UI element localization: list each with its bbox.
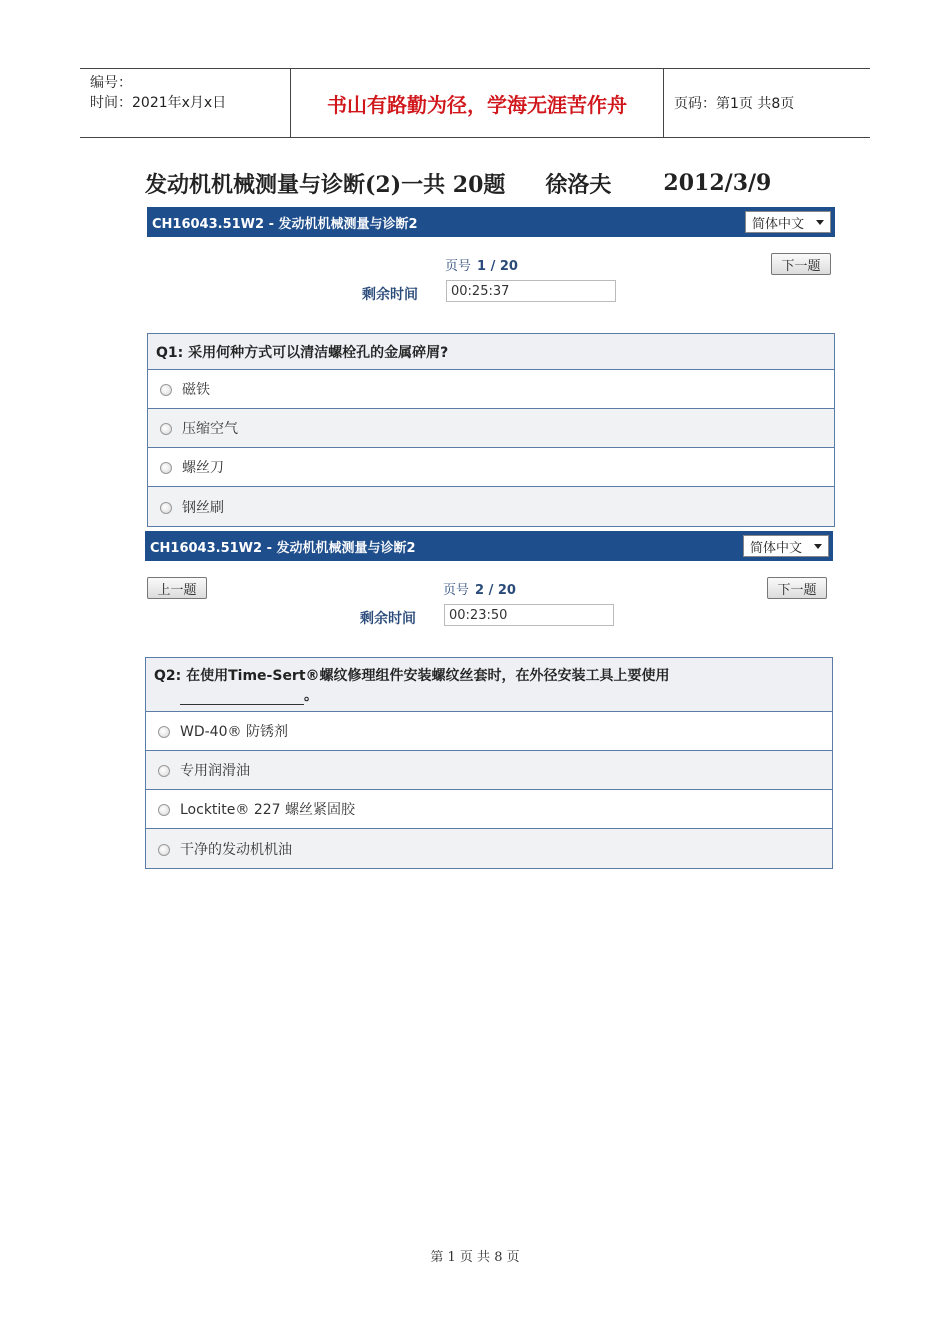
- language-select[interactable]: [743, 535, 829, 557]
- answer-option[interactable]: [146, 712, 832, 751]
- radio-button[interactable]: [160, 502, 172, 514]
- question-line-2: [154, 685, 824, 705]
- header-number: 编号：: [90, 75, 132, 91]
- option-label: 干净的发动机机油: [180, 841, 292, 858]
- question-line: Q2: 在使用Time-Sert®螺纹修理组件安装螺纹丝套时，在外径安装工具上要使用: [154, 667, 670, 684]
- quiz-nav: [145, 561, 833, 657]
- question-box: [145, 657, 833, 869]
- page-label: 页号: [445, 259, 472, 274]
- answer-option[interactable]: [146, 790, 832, 829]
- timer-field: 00:25:37: [446, 280, 616, 302]
- option-label: WD-40® 防锈剂: [180, 724, 288, 740]
- radio-button[interactable]: [160, 384, 172, 396]
- timer-field: 00:23:50: [444, 604, 614, 626]
- language-select[interactable]: [745, 211, 831, 233]
- option-label: 磁铁: [182, 382, 210, 398]
- timer-label: 剩余时间: [360, 611, 416, 627]
- radio-button[interactable]: [158, 844, 170, 856]
- quiz-panel-1: [147, 207, 835, 527]
- header-motto: 书山有路勤为径，学海无涯苦作舟: [291, 69, 664, 137]
- option-label: 螺丝刀: [182, 460, 224, 476]
- question-box: [147, 333, 835, 527]
- answer-option[interactable]: [148, 370, 834, 409]
- option-label: 压缩空气: [182, 421, 238, 437]
- header-page: 页码：第1页 共8页: [674, 96, 795, 112]
- title-subject: 发动机机械测量与诊断(2)一共 20题: [145, 171, 506, 198]
- chevron-down-icon: [814, 544, 822, 549]
- header-meta: [80, 69, 291, 137]
- document-title: [145, 166, 845, 200]
- radio-button[interactable]: [160, 462, 172, 474]
- next-question-button[interactable]: 下一题: [771, 253, 831, 275]
- course-title: CH16043.51W2 - 发动机机械测量与诊断2: [150, 540, 416, 556]
- answer-option[interactable]: [148, 409, 834, 448]
- radio-button[interactable]: [158, 726, 170, 738]
- answer-option[interactable]: [148, 487, 834, 526]
- title-author: 徐洛夫: [545, 171, 612, 198]
- course-title: CH16043.51W2 - 发动机机械测量与诊断2: [152, 216, 418, 232]
- page-label: 页号: [443, 583, 470, 598]
- language-value: 简体中文: [752, 216, 805, 232]
- answer-option[interactable]: [146, 829, 832, 868]
- radio-button[interactable]: [160, 423, 172, 435]
- header-time: 时间：2021年x月x日: [90, 95, 227, 111]
- timer-label: 剩余时间: [362, 287, 418, 303]
- document-header: [80, 68, 870, 138]
- page-footer: 第 1 页 共 8 页: [430, 1250, 520, 1265]
- radio-button[interactable]: [158, 765, 170, 777]
- answer-blank: [180, 692, 304, 705]
- answer-option[interactable]: [146, 751, 832, 790]
- question-end: 。: [304, 687, 318, 704]
- option-label: 专用润滑油: [180, 763, 250, 779]
- chevron-down-icon: [816, 220, 824, 225]
- language-value: 简体中文: [750, 540, 803, 556]
- page-indicator: [443, 579, 516, 598]
- question-text: [148, 334, 834, 370]
- page-indicator: [445, 255, 518, 274]
- question-text: [146, 658, 832, 712]
- prev-question-button[interactable]: 上一题: [147, 577, 207, 599]
- radio-button[interactable]: [158, 804, 170, 816]
- title-date: 2012/3/9: [663, 170, 772, 196]
- option-label: Locktite® 227 螺丝紧固胶: [180, 802, 356, 818]
- quiz-panel-2: [145, 531, 833, 869]
- option-label: 钢丝刷: [182, 499, 224, 516]
- answer-option[interactable]: [148, 448, 834, 487]
- page-value: 1 / 20: [477, 259, 518, 274]
- course-title-bar: [145, 531, 833, 561]
- page-value: 2 / 20: [475, 583, 516, 598]
- course-title-bar: [147, 207, 835, 237]
- question-line: Q1: 采用何种方式可以清洁螺栓孔的金属碎屑?: [156, 344, 449, 361]
- quiz-nav: [147, 237, 835, 333]
- next-question-button[interactable]: 下一题: [767, 577, 827, 599]
